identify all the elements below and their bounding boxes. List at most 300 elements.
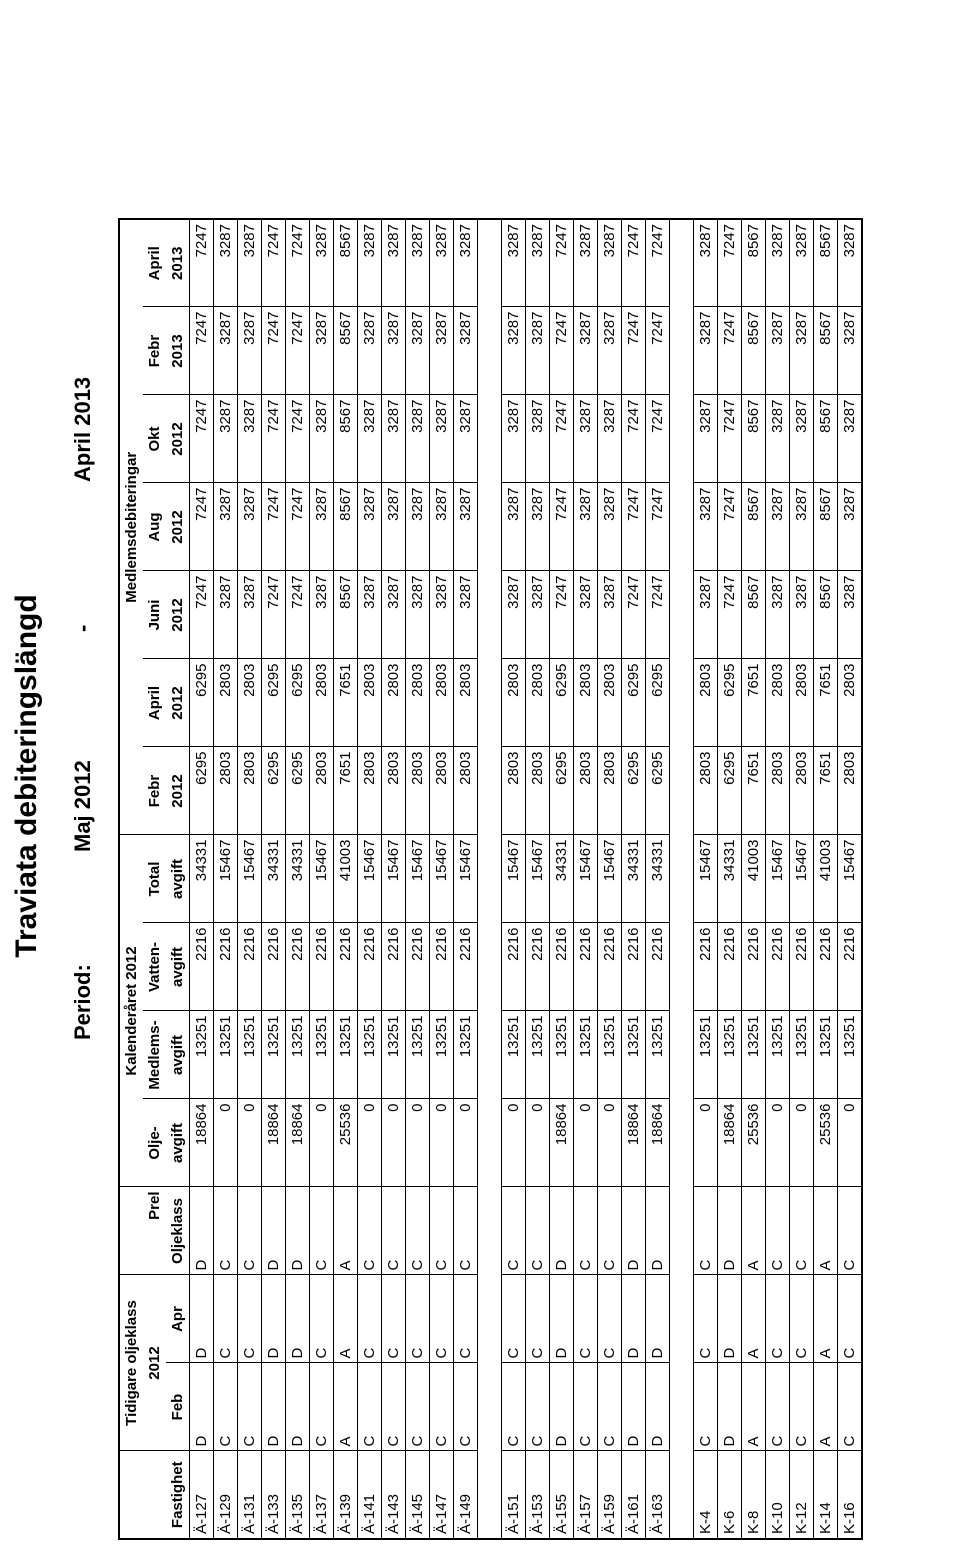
- table-cell: C: [838, 1187, 863, 1275]
- fastighet-cell: Ä-151: [502, 1451, 526, 1539]
- table-cell: 2216: [598, 923, 622, 1011]
- table-cell: 3287: [310, 571, 334, 659]
- table-cell: 3287: [358, 219, 382, 307]
- header-blank: [119, 1187, 143, 1275]
- table-cell: 6295: [622, 659, 646, 747]
- table-cell: D: [286, 1363, 310, 1451]
- fastighet-cell: Ä-139: [334, 1451, 358, 1539]
- blank-row: [478, 219, 502, 1539]
- table-cell: 3287: [598, 571, 622, 659]
- table-cell: 3287: [790, 219, 814, 307]
- table-row: [742, 219, 766, 1539]
- table-cell: 13251: [214, 1011, 238, 1099]
- table-cell: C: [790, 1275, 814, 1363]
- table-cell: 2803: [574, 659, 598, 747]
- table-row: [190, 219, 214, 1539]
- table-cell: D: [718, 1363, 742, 1451]
- table-row: [214, 219, 238, 1539]
- fastighet-cell: Ä-147: [430, 1451, 454, 1539]
- table-cell: 13251: [238, 1011, 262, 1099]
- table-cell: 0: [430, 1099, 454, 1187]
- table-cell: 3287: [406, 483, 430, 571]
- table-row: [526, 219, 550, 1539]
- table-cell: 3287: [238, 483, 262, 571]
- table-cell: 13251: [814, 1011, 838, 1099]
- table-cell: C: [238, 1275, 262, 1363]
- table-cell: C: [694, 1275, 718, 1363]
- table-cell: 3287: [454, 395, 478, 483]
- table-cell: 3287: [598, 307, 622, 395]
- table-cell: 8567: [334, 219, 358, 307]
- table-cell: 3287: [310, 483, 334, 571]
- table-cell: 13251: [190, 1011, 214, 1099]
- table-cell: 7247: [622, 571, 646, 659]
- fastighet-cell: K-16: [838, 1451, 863, 1539]
- table-cell: 13251: [598, 1011, 622, 1099]
- table-cell: 2803: [766, 659, 790, 747]
- table-cell: D: [622, 1363, 646, 1451]
- table-cell: 7651: [742, 747, 766, 835]
- table-cell: 18864: [286, 1099, 310, 1187]
- table-cell: 34331: [550, 835, 574, 923]
- table-cell: C: [598, 1363, 622, 1451]
- table-cell: 2216: [790, 923, 814, 1011]
- table-cell: 3287: [310, 307, 334, 395]
- fastighet-cell: Ä-153: [526, 1451, 550, 1539]
- table-cell: 13251: [334, 1011, 358, 1099]
- table-cell: 2216: [454, 923, 478, 1011]
- table-cell: 0: [694, 1099, 718, 1187]
- table-cell: D: [262, 1363, 286, 1451]
- table-cell: 7651: [814, 747, 838, 835]
- table-cell: 3287: [574, 395, 598, 483]
- table-cell: 3287: [838, 219, 863, 307]
- table-cell: 8567: [742, 483, 766, 571]
- table-cell: 15467: [358, 835, 382, 923]
- table-cell: 3287: [502, 571, 526, 659]
- table-body: [190, 219, 863, 1539]
- header-year: 2012: [166, 659, 190, 747]
- table-cell: 2216: [814, 923, 838, 1011]
- table-cell: C: [838, 1363, 863, 1451]
- table-cell: 3287: [694, 307, 718, 395]
- table-cell: 2216: [358, 923, 382, 1011]
- table-row: [454, 219, 478, 1539]
- header-fastighet: Fastighet: [166, 1451, 190, 1539]
- fastighet-cell: Ä-163: [646, 1451, 670, 1539]
- table-cell: 3287: [838, 571, 863, 659]
- table-cell: 2216: [550, 923, 574, 1011]
- table-cell: C: [454, 1187, 478, 1275]
- table-cell: 15467: [598, 835, 622, 923]
- table-cell: 8567: [742, 219, 766, 307]
- table-cell: 15467: [838, 835, 863, 923]
- table-cell: C: [358, 1187, 382, 1275]
- table-cell: 3287: [214, 395, 238, 483]
- table-cell: A: [742, 1275, 766, 1363]
- table-cell: C: [766, 1275, 790, 1363]
- fastighet-cell: K-12: [790, 1451, 814, 1539]
- table-cell: 13251: [454, 1011, 478, 1099]
- table-cell: 0: [790, 1099, 814, 1187]
- fastighet-cell: Ä-143: [382, 1451, 406, 1539]
- table-cell: 13251: [526, 1011, 550, 1099]
- table-cell: 3287: [238, 571, 262, 659]
- table-cell: D: [190, 1275, 214, 1363]
- table-cell: 3287: [454, 219, 478, 307]
- table-cell: D: [550, 1275, 574, 1363]
- table-cell: 34331: [622, 835, 646, 923]
- header-month: April: [143, 219, 166, 307]
- header-feb: Feb: [166, 1363, 190, 1451]
- table-cell: 3287: [406, 307, 430, 395]
- table-cell: 2803: [454, 747, 478, 835]
- table-cell: 25536: [814, 1099, 838, 1187]
- table-cell: 7247: [550, 571, 574, 659]
- table-cell: 3287: [430, 219, 454, 307]
- table-cell: 7651: [334, 659, 358, 747]
- table-cell: C: [766, 1187, 790, 1275]
- table-cell: 13251: [718, 1011, 742, 1099]
- table-cell: 0: [766, 1099, 790, 1187]
- table-cell: 7247: [718, 571, 742, 659]
- header-month: Juni: [143, 571, 166, 659]
- table-cell: C: [502, 1275, 526, 1363]
- table-cell: 2803: [382, 747, 406, 835]
- table-cell: 15467: [382, 835, 406, 923]
- blank-cell: [670, 219, 694, 1539]
- table-cell: C: [574, 1187, 598, 1275]
- table-cell: 2803: [430, 659, 454, 747]
- table-cell: 41003: [334, 835, 358, 923]
- table-cell: C: [526, 1187, 550, 1275]
- table-cell: 2216: [766, 923, 790, 1011]
- table-cell: 34331: [718, 835, 742, 923]
- table-row: [286, 219, 310, 1539]
- table-row: [358, 219, 382, 1539]
- table-cell: 3287: [526, 307, 550, 395]
- table-cell: C: [790, 1187, 814, 1275]
- table-cell: 3287: [766, 483, 790, 571]
- table-cell: 3287: [454, 483, 478, 571]
- table-cell: 2803: [838, 747, 863, 835]
- billing-table: [118, 218, 863, 1540]
- header-apr: Apr: [166, 1275, 190, 1363]
- table-cell: 3287: [406, 395, 430, 483]
- table-cell: 13251: [742, 1011, 766, 1099]
- table-cell: D: [190, 1187, 214, 1275]
- table-cell: 7247: [622, 395, 646, 483]
- table-row: [334, 219, 358, 1539]
- table-cell: 2216: [310, 923, 334, 1011]
- table-cell: 2216: [502, 923, 526, 1011]
- table-cell: 15467: [430, 835, 454, 923]
- table-cell: C: [598, 1275, 622, 1363]
- table-cell: C: [406, 1275, 430, 1363]
- table-row: [310, 219, 334, 1539]
- table-cell: 13251: [766, 1011, 790, 1099]
- table-cell: 7247: [718, 307, 742, 395]
- header-month: Febr: [143, 747, 166, 835]
- table-cell: 2803: [790, 747, 814, 835]
- table-cell: 6295: [622, 747, 646, 835]
- table-cell: 7247: [550, 395, 574, 483]
- table-cell: 2803: [310, 747, 334, 835]
- table-cell: 8567: [814, 483, 838, 571]
- table-cell: 6295: [550, 659, 574, 747]
- table-cell: 13251: [550, 1011, 574, 1099]
- table-row: [550, 219, 574, 1539]
- table-cell: 2803: [502, 747, 526, 835]
- table-cell: 2216: [190, 923, 214, 1011]
- table-row: [598, 219, 622, 1539]
- table-cell: 7247: [646, 307, 670, 395]
- table-row: [238, 219, 262, 1539]
- table-cell: 13251: [286, 1011, 310, 1099]
- table-cell: 7247: [646, 219, 670, 307]
- table-cell: 8567: [334, 395, 358, 483]
- header-year: 2012: [166, 571, 190, 659]
- fastighet-cell: Ä-161: [622, 1451, 646, 1539]
- table-cell: 3287: [382, 395, 406, 483]
- table-cell: 7247: [190, 395, 214, 483]
- table-cell: A: [334, 1275, 358, 1363]
- table-cell: C: [358, 1275, 382, 1363]
- table-cell: 7247: [190, 219, 214, 307]
- table-cell: 2216: [694, 923, 718, 1011]
- table-cell: 7247: [190, 307, 214, 395]
- fastighet-cell: Ä-137: [310, 1451, 334, 1539]
- blank-row: [670, 219, 694, 1539]
- header-total-top: Total: [143, 835, 166, 923]
- table-row: [622, 219, 646, 1539]
- table-cell: 2216: [334, 923, 358, 1011]
- table-cell: 7247: [286, 307, 310, 395]
- table-cell: 8567: [334, 571, 358, 659]
- table-cell: 2803: [790, 659, 814, 747]
- table-cell: 7247: [286, 395, 310, 483]
- table-cell: 3287: [430, 307, 454, 395]
- table-cell: 3287: [574, 219, 598, 307]
- table-cell: D: [646, 1363, 670, 1451]
- table-cell: C: [382, 1363, 406, 1451]
- table-cell: 2803: [238, 747, 262, 835]
- table-cell: 7247: [622, 483, 646, 571]
- table-cell: A: [814, 1363, 838, 1451]
- table-cell: 8567: [334, 307, 358, 395]
- table-cell: 3287: [694, 219, 718, 307]
- table-cell: 15467: [574, 835, 598, 923]
- table-cell: C: [838, 1275, 863, 1363]
- table-cell: D: [286, 1187, 310, 1275]
- table-cell: 2803: [502, 659, 526, 747]
- fastighet-cell: Ä-129: [214, 1451, 238, 1539]
- table-cell: C: [430, 1363, 454, 1451]
- table-cell: 0: [574, 1099, 598, 1187]
- table-cell: D: [262, 1275, 286, 1363]
- table-cell: 18864: [550, 1099, 574, 1187]
- table-cell: 6295: [262, 659, 286, 747]
- table-cell: A: [814, 1275, 838, 1363]
- fastighet-cell: K-10: [766, 1451, 790, 1539]
- table-cell: C: [766, 1363, 790, 1451]
- header-month: April: [143, 659, 166, 747]
- table-cell: 2803: [214, 747, 238, 835]
- table-cell: 15467: [454, 835, 478, 923]
- header-olje-bottom: avgift: [166, 1099, 190, 1187]
- table-row: [838, 219, 863, 1539]
- header-year: 2013: [166, 219, 190, 307]
- table-cell: 3287: [526, 219, 550, 307]
- table-cell: 6295: [190, 747, 214, 835]
- table-cell: C: [694, 1363, 718, 1451]
- table-cell: 3287: [526, 571, 550, 659]
- table-cell: 7247: [550, 219, 574, 307]
- table-cell: 3287: [766, 219, 790, 307]
- table-cell: 3287: [382, 307, 406, 395]
- table-cell: A: [742, 1363, 766, 1451]
- table-cell: D: [190, 1363, 214, 1451]
- header-month: Aug: [143, 483, 166, 571]
- table-cell: 7247: [550, 483, 574, 571]
- table-cell: 2803: [358, 747, 382, 835]
- table-cell: 3287: [214, 219, 238, 307]
- table-cell: 3287: [766, 307, 790, 395]
- table-cell: 15467: [406, 835, 430, 923]
- fastighet-cell: Ä-145: [406, 1451, 430, 1539]
- table-cell: 0: [238, 1099, 262, 1187]
- table-cell: 8567: [814, 395, 838, 483]
- table-cell: C: [790, 1363, 814, 1451]
- table-cell: 3287: [598, 219, 622, 307]
- table-cell: 2216: [262, 923, 286, 1011]
- table-cell: 0: [382, 1099, 406, 1187]
- period-to: April 2013: [70, 376, 95, 482]
- table-cell: D: [622, 1275, 646, 1363]
- table-cell: 3287: [790, 571, 814, 659]
- table-cell: 7247: [622, 219, 646, 307]
- table-cell: 3287: [430, 483, 454, 571]
- fastighet-cell: K-4: [694, 1451, 718, 1539]
- table-cell: 3287: [430, 395, 454, 483]
- table-cell: 13251: [646, 1011, 670, 1099]
- group-kalenderaret: Kalenderåret 2012: [119, 835, 143, 1187]
- table-cell: 3287: [382, 219, 406, 307]
- table-cell: 15467: [310, 835, 334, 923]
- table-cell: 41003: [814, 835, 838, 923]
- table-cell: A: [742, 1187, 766, 1275]
- table-cell: 7247: [646, 571, 670, 659]
- table-cell: 3287: [790, 307, 814, 395]
- table-cell: 6295: [646, 747, 670, 835]
- table-cell: 8567: [742, 395, 766, 483]
- table-cell: C: [502, 1187, 526, 1275]
- table-cell: 3287: [406, 219, 430, 307]
- table-cell: 0: [502, 1099, 526, 1187]
- period-from: Maj 2012: [70, 760, 95, 852]
- table-cell: 3287: [358, 483, 382, 571]
- table-cell: 2803: [382, 659, 406, 747]
- fastighet-cell: Ä-141: [358, 1451, 382, 1539]
- table-cell: 6295: [286, 747, 310, 835]
- header-blank: [119, 1451, 143, 1539]
- header-blank: [143, 1451, 166, 1539]
- table-cell: 3287: [214, 307, 238, 395]
- table-cell: 8567: [814, 307, 838, 395]
- table-cell: 7247: [262, 483, 286, 571]
- table-cell: C: [382, 1187, 406, 1275]
- table-row: [430, 219, 454, 1539]
- table-cell: 6295: [262, 747, 286, 835]
- table-cell: 34331: [190, 835, 214, 923]
- table-cell: 3287: [358, 571, 382, 659]
- header-year: 2013: [166, 307, 190, 395]
- fastighet-cell: Ä-135: [286, 1451, 310, 1539]
- table-cell: 3287: [382, 571, 406, 659]
- table-cell: 2216: [574, 923, 598, 1011]
- table-cell: 8567: [814, 219, 838, 307]
- table-cell: C: [238, 1363, 262, 1451]
- header-medlems-top: Medlems-: [143, 1011, 166, 1099]
- table-cell: 13251: [430, 1011, 454, 1099]
- table-cell: D: [286, 1275, 310, 1363]
- table-cell: 25536: [742, 1099, 766, 1187]
- table-cell: 2216: [742, 923, 766, 1011]
- table-cell: 2216: [238, 923, 262, 1011]
- table-cell: 3287: [214, 483, 238, 571]
- table-cell: 7247: [262, 571, 286, 659]
- table-cell: 6295: [718, 747, 742, 835]
- table-row: [814, 219, 838, 1539]
- table-cell: 2216: [286, 923, 310, 1011]
- table-cell: 7651: [742, 659, 766, 747]
- table-cell: 2803: [598, 747, 622, 835]
- table-cell: 3287: [502, 395, 526, 483]
- table-cell: 18864: [622, 1099, 646, 1187]
- table-cell: 2216: [838, 923, 863, 1011]
- table-cell: 3287: [838, 483, 863, 571]
- table-cell: 3287: [598, 483, 622, 571]
- table-cell: D: [550, 1363, 574, 1451]
- table-cell: 2803: [214, 659, 238, 747]
- header-year: 2012: [166, 483, 190, 571]
- table-cell: 7247: [646, 483, 670, 571]
- table-cell: 3287: [382, 483, 406, 571]
- table-cell: 2803: [526, 659, 550, 747]
- table-cell: 7247: [190, 483, 214, 571]
- fastighet-cell: Ä-133: [262, 1451, 286, 1539]
- table-cell: C: [502, 1363, 526, 1451]
- table-cell: 25536: [334, 1099, 358, 1187]
- table-cell: A: [334, 1363, 358, 1451]
- table-cell: C: [310, 1275, 334, 1363]
- table-cell: 3287: [790, 395, 814, 483]
- table-cell: 7247: [262, 307, 286, 395]
- table-cell: 18864: [646, 1099, 670, 1187]
- table-cell: 2216: [718, 923, 742, 1011]
- table-cell: D: [622, 1187, 646, 1275]
- table-cell: 3287: [358, 307, 382, 395]
- table-cell: 7247: [286, 483, 310, 571]
- table-cell: C: [574, 1275, 598, 1363]
- table-cell: 7651: [334, 747, 358, 835]
- table-cell: A: [334, 1187, 358, 1275]
- table-cell: 13251: [790, 1011, 814, 1099]
- table-cell: 13251: [358, 1011, 382, 1099]
- fastighet-cell: Ä-157: [574, 1451, 598, 1539]
- table-row: [382, 219, 406, 1539]
- table-cell: 2803: [526, 747, 550, 835]
